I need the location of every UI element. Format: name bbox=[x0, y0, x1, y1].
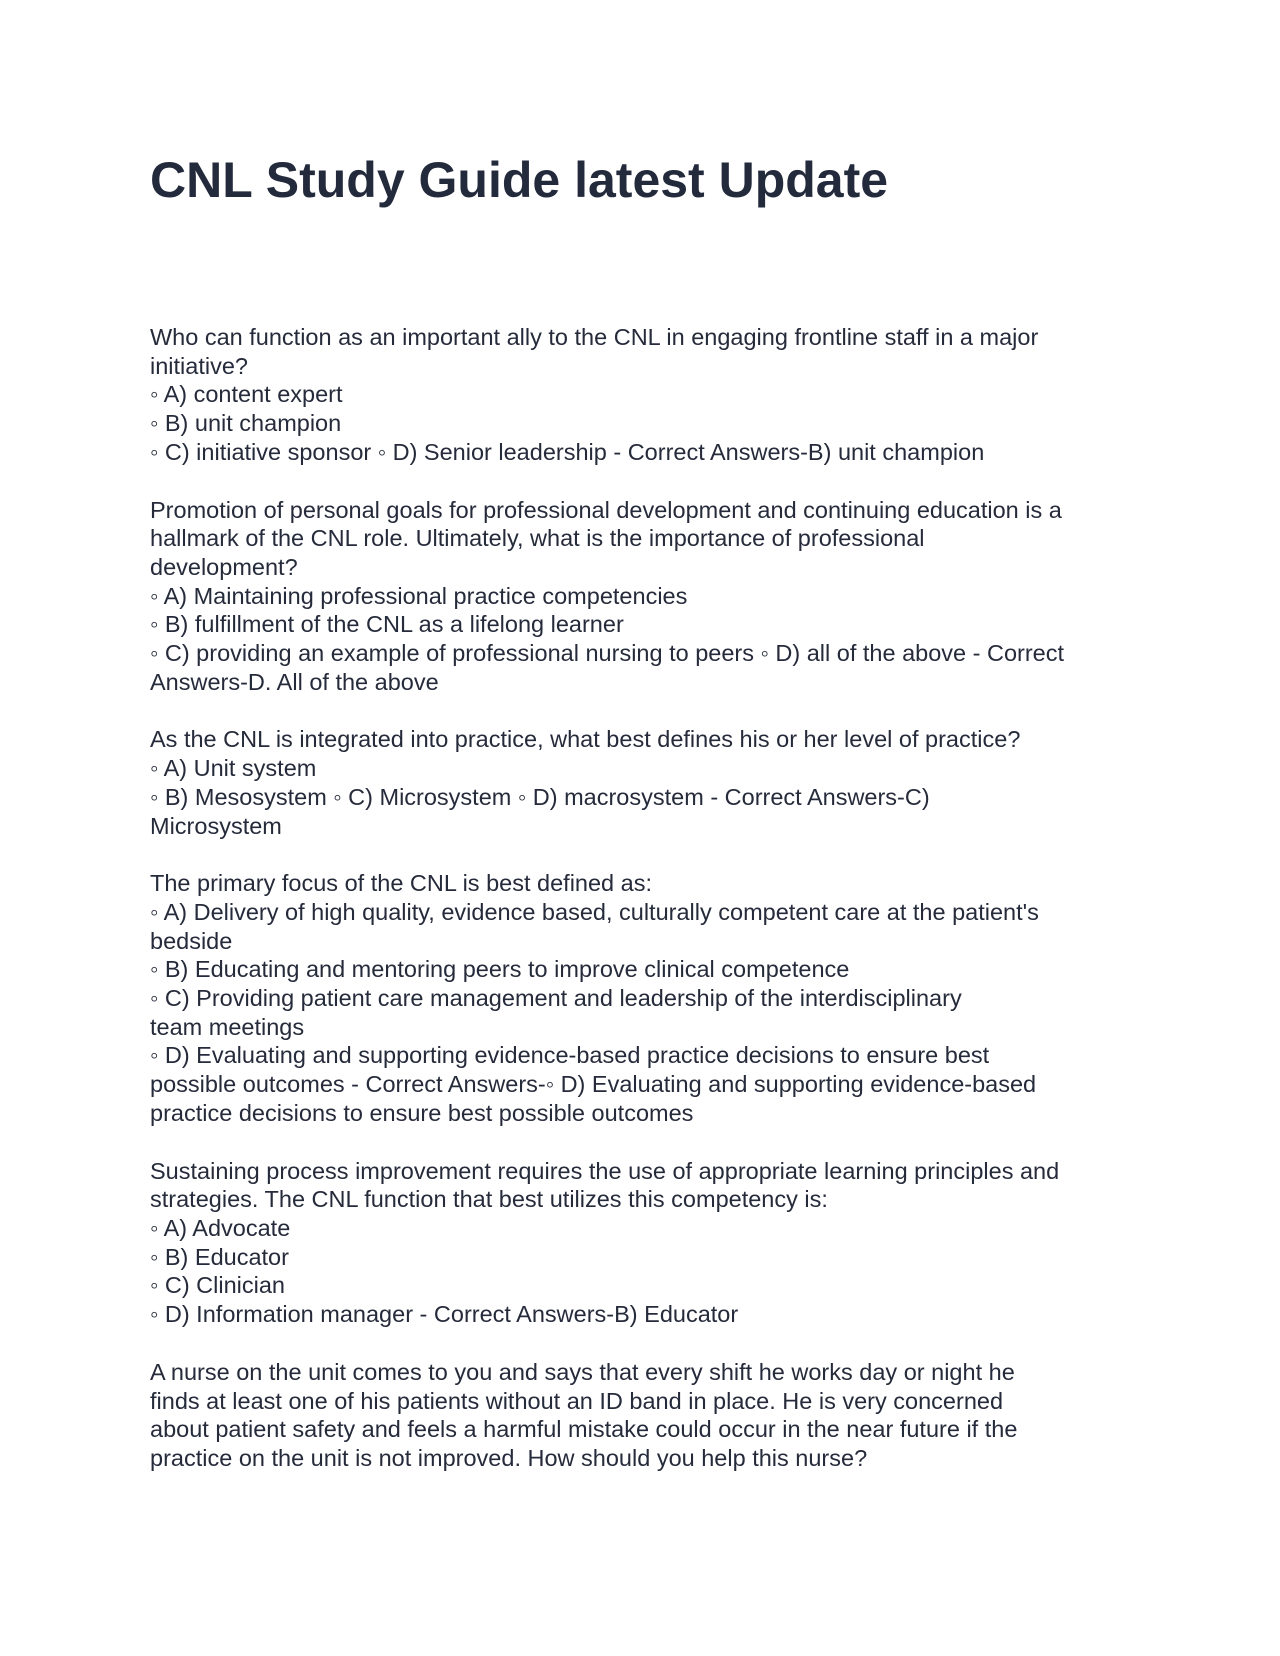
text-line: Sustaining process improvement requires the use of appropriate learning principles and bbox=[150, 1157, 1060, 1184]
text-line: Promotion of personal goals for professional development and continuing education is a bbox=[150, 496, 1062, 523]
text-line: ◦ B) fulfillment of the CNL as a lifelong learner bbox=[150, 611, 624, 638]
text-line: development? bbox=[150, 553, 298, 580]
question-block bbox=[150, 496, 1130, 697]
text-line: The primary focus of the CNL is best defined as: bbox=[150, 870, 653, 897]
document-content bbox=[150, 323, 1130, 1502]
text-line: finds at least one of his patients without an ID band in place. He is very concerned bbox=[150, 1387, 1004, 1414]
text-line: possible outcomes - Correct Answers-◦ D) Evaluating and supporting evidence-based bbox=[150, 1071, 1037, 1098]
text-line: ◦ A) Unit system bbox=[150, 755, 317, 782]
text-line: Microsystem bbox=[150, 812, 282, 839]
text-line: ◦ A) content expert bbox=[150, 381, 343, 408]
question-block bbox=[150, 323, 1130, 467]
question-block bbox=[150, 1157, 1130, 1329]
text-line: ◦ C) Clinician bbox=[150, 1272, 285, 1299]
text-line: Answers-D. All of the above bbox=[150, 668, 439, 695]
text-line: Who can function as an important ally to the CNL in engaging frontline staff in a major bbox=[150, 324, 1039, 350]
text-line: As the CNL is integrated into practice, what best defines his or her level of practice? bbox=[150, 726, 1021, 753]
text-line: ◦ B) Mesosystem ◦ C) Microsystem ◦ D) macrosystem - Correct Answers-C) bbox=[150, 783, 930, 810]
document-title: CNL Study Guide latest Update bbox=[150, 152, 889, 208]
text-line: practice decisions to ensure best possible outcomes bbox=[150, 1099, 694, 1126]
text-line: ◦ B) Educating and mentoring peers to improve clinical competence bbox=[150, 956, 850, 983]
question-block bbox=[150, 725, 1130, 840]
text-line: practice on the unit is not improved. How should you help this nurse? bbox=[150, 1444, 868, 1471]
question-block bbox=[150, 869, 1130, 1127]
text-line: ◦ D) Information manager - Correct Answers-B) Educator bbox=[150, 1301, 739, 1328]
text-line: hallmark of the CNL role. Ultimately, what is the importance of professional bbox=[150, 525, 925, 552]
text-line: ◦ A) Advocate bbox=[150, 1214, 291, 1241]
text-line: team meetings bbox=[150, 1013, 305, 1040]
question-block bbox=[150, 1358, 1130, 1473]
text-line: ◦ D) Evaluating and supporting evidence-based practice decisions to ensure best bbox=[150, 1042, 990, 1069]
text-line: ◦ C) initiative sponsor ◦ D) Senior leadership - Correct Answers-B) unit champion bbox=[150, 438, 985, 465]
text-line: bedside bbox=[150, 927, 233, 954]
text-line: ◦ C) providing an example of professional nursing to peers ◦ D) all of the above - Correct bbox=[150, 640, 1065, 667]
text-line: strategies. The CNL function that best utilizes this competency is: bbox=[150, 1186, 828, 1213]
text-line: ◦ A) Delivery of high quality, evidence based, culturally competent care at the patient's bbox=[150, 898, 1039, 925]
text-line: ◦ B) unit champion bbox=[150, 410, 342, 437]
text-line: ◦ C) Providing patient care management and leadership of the interdisciplinary bbox=[150, 985, 962, 1012]
text-line: about patient safety and feels a harmful mistake could occur in the near future if the bbox=[150, 1416, 1018, 1443]
text-line: A nurse on the unit comes to you and says that every shift he works day or night he bbox=[150, 1358, 1015, 1385]
text-line: ◦ B) Educator bbox=[150, 1243, 289, 1270]
text-line: ◦ A) Maintaining professional practice competencies bbox=[150, 582, 688, 609]
text-line: initiative? bbox=[150, 352, 248, 379]
